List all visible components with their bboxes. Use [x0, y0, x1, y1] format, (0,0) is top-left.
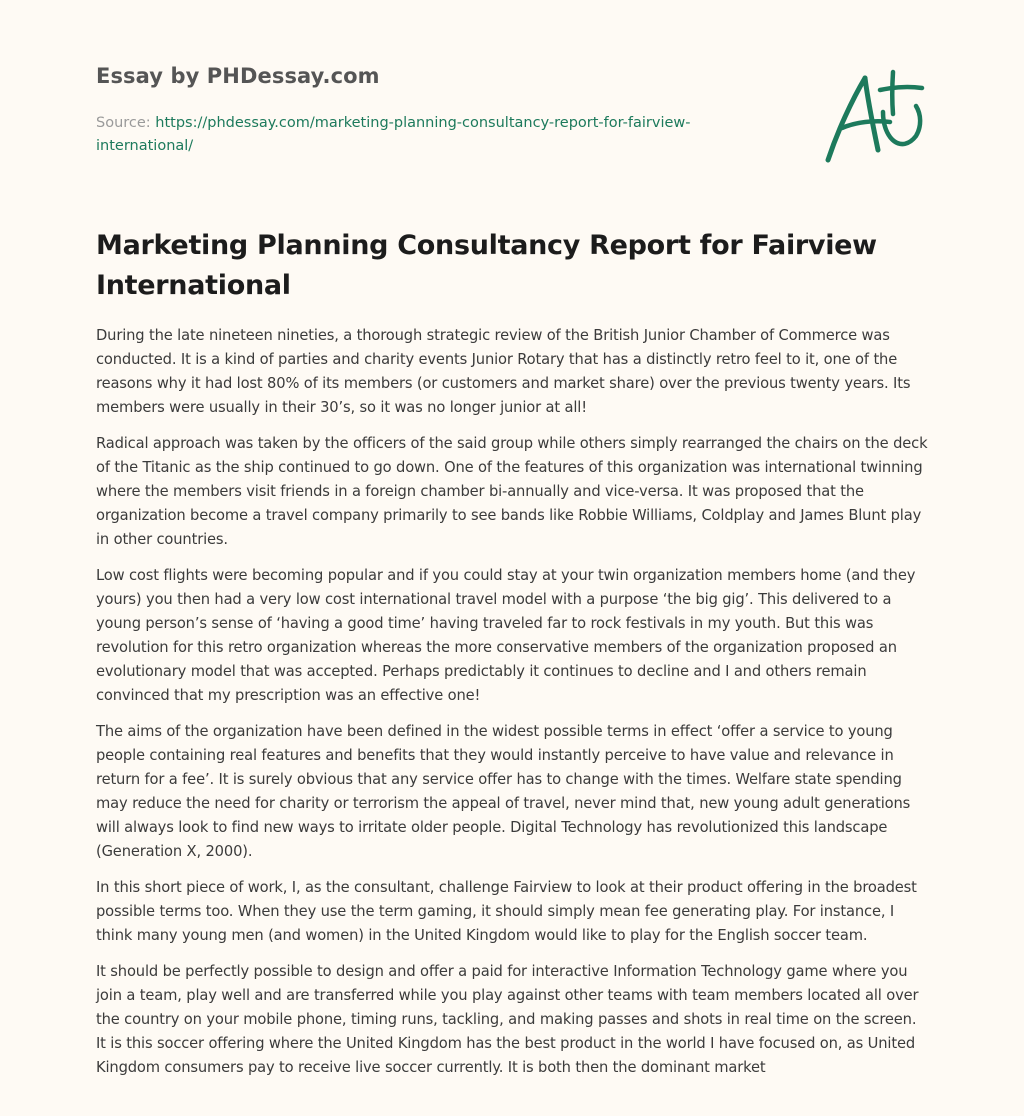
- a-plus-logo-icon: [824, 66, 928, 166]
- essay-paragraph: During the late nineteen nineties, a thorough strategic review of the British Junior Chamber of Commerce was conducted. It is a kind of parties and charity events Junior Rotary that has a distinctly retro feel to it, one of the reasons why it had lost 80% of its members (or customers and market share) over the previous twenty years. Its members were usually in their 30’s, so it was no longer junior at all!: [96, 327, 911, 416]
- essay-paragraph: In this short piece of work, I, as the consultant, challenge Fairview to look at their product offering in the broadest possible terms too. When they use the term gaming, it should simply mean fee generating play. For instance, I think many young men (and women) in the United Kingdom would like to play for the English soccer team.: [96, 879, 917, 944]
- essay-paragraph: It should be perfectly possible to design and offer a paid for interactive Information Technology game where you join a team, play well and are transferred while you play against other teams with team members located all over the country on your mobile phone, timing runs, tackling, and making passes and shots in real time on the screen. It is this soccer offering where the United Kingdom has the best product in the world I have focused on, as United Kingdom consumers pay to receive live soccer currently. It is both then the dominant market: [96, 963, 919, 1076]
- essay-title: Marketing Planning Consultancy Report for Fairview International: [96, 230, 877, 301]
- essay-paragraph: Radical approach was taken by the officers of the said group while others simply rearranged the chairs on the deck of the Titanic as the ship continued to go down. One of the features of this organization was international twinning where the members visit friends in a foreign chamber bi-annually and vice-versa. It was proposed that the organization become a travel company primarily to see bands like Robbie Williams, Coldplay and James Blunt play in other countries.: [96, 435, 928, 548]
- essay-paragraph: Low cost flights were becoming popular and if you could stay at your twin organization members home (and they yours) you then had a very low cost international travel model with a purpose ‘the big gig’. This delivered to a young person’s sense of ‘having a good time’ having traveled far to rock festivals in my youth. But this was revolution for this retro organization whereas the more conservative members of the organization proposed an evolutionary model that was accepted. Perhaps predictably it continues to decline and I and others remain convinced that my prescription was an effective one!: [96, 567, 916, 704]
- essay-paragraph: The aims of the organization have been defined in the widest possible terms in effect ‘offer a service to young people containing real features and benefits that they would instantly perceive to have value and relevance in return for a fee’. It is surely obvious that any service offer has to change with the times. Welfare state spending may reduce the need for charity or terrorism the appeal of travel, never mind that, new young adult generations will always look to find new ways to irritate older people. Digital Technology has revolutionized this landscape (Generation X, 2000).: [96, 723, 911, 860]
- source-link[interactable]: https://phdessay.com/marketing-planning-consultancy-report-for-fairview-international/: [96, 115, 691, 154]
- site-title: Essay by PHDessay.com: [96, 64, 380, 88]
- source-line: [96, 112, 736, 158]
- source-label: Source:: [96, 115, 151, 131]
- essay-body: [96, 324, 928, 1092]
